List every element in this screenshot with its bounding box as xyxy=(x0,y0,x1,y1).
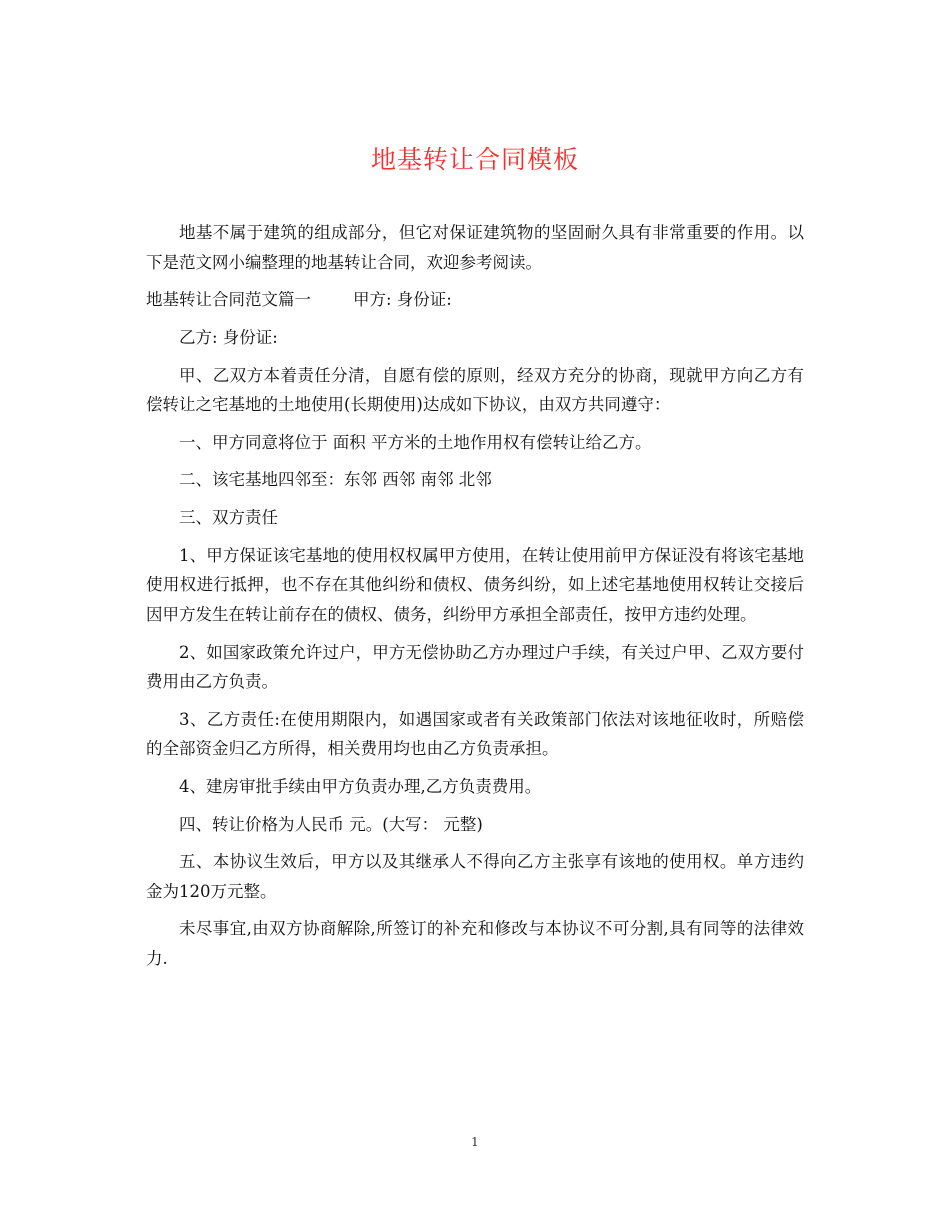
clause-3-item-4: 4、建房审批手续由甲方负责办理,乙方负责费用。 xyxy=(179,776,542,796)
party-a-line: 甲方: 身份证: xyxy=(353,290,452,310)
clause-1: 一、甲方同意将位于 面积 平方米的土地作用权有偿转让给乙方。 xyxy=(179,432,652,452)
clause-5: 五、本协议生效后，甲方以及其继承人不得向乙方主张享有该地的使用权。单方违约金为120万元整。 xyxy=(146,852,804,901)
clause-3-heading: 三、双方责任 xyxy=(179,508,278,528)
document-body xyxy=(146,218,804,982)
closing-paragraph: 未尽事宜,由双方协商解除,所签订的补充和修改与本协议不可分割,具有同等的法律效力. xyxy=(146,919,804,968)
agreement-preamble: 甲、乙双方本着责任分清，自愿有偿的原则，经双方充分的协商，现就甲方向乙方有偿转让之宅基地的土地使用(长期使用)达成如下协议，由双方共同遵守： xyxy=(146,365,804,415)
section-heading-line xyxy=(146,285,804,315)
intro-paragraph: 地基不属于建筑的组成部分，但它对保证建筑物的坚固耐久具有非常重要的作用。以下是范文网小编整理的地基转让合同，欢迎参考阅读。 xyxy=(146,223,804,272)
section-heading: 地基转让合同范文篇一 xyxy=(146,290,311,310)
party-b-line: 乙方: 身份证: xyxy=(179,327,278,347)
page-number: 1 xyxy=(471,1135,479,1149)
document-title: 地基转让合同模板 xyxy=(370,145,579,174)
clause-3-item-2: 2、如国家政策允许过户，甲方无偿协助乙方办理过户手续，有关过户甲、乙双方要付费用由乙方负责。 xyxy=(146,642,804,691)
clause-3-item-3: 3、乙方责任:在使用期限内，如遇国家或者有关政策部门依法对该地征收时，所赔偿的全部资金归乙方所得，相关费用均也由乙方负责承担。 xyxy=(146,709,804,759)
clause-4: 四、转让价格为人民币 元。(大写： 元整) xyxy=(179,814,483,834)
clause-2: 二、该宅基地四邻至：东邻 西邻 南邻 北邻 xyxy=(179,470,492,490)
clause-3-item-1: 1、甲方保证该宅基地的使用权权属甲方使用，在转让使用前甲方保证没有将该宅基地使用权进行抵押，也不存在其他纠纷和债权、债务纠纷，如上述宅基地使用权转让交接后因甲方发生在转让前存在的债权、债务，纠纷甲方承担全部责任，按甲方违约处理。 xyxy=(146,545,804,624)
